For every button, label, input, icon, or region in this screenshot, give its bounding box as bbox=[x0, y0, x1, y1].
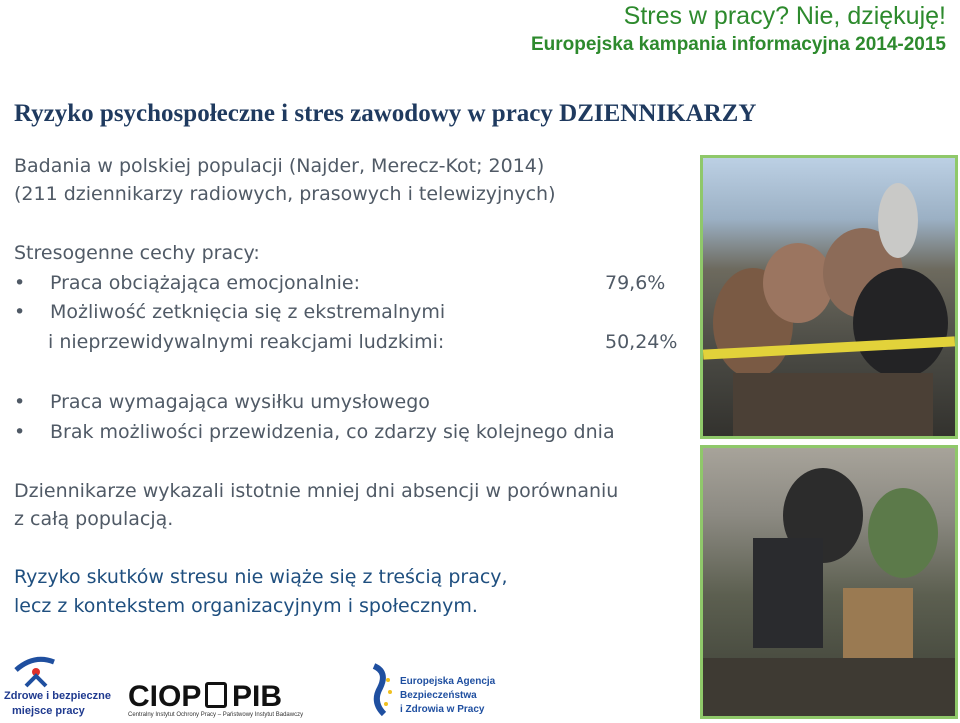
stressor-label: Praca obciążająca emocjonalnie: bbox=[50, 272, 360, 294]
stressor-label: Brak możliwości przewidzenia, co zdarzy się kolejnego dnia bbox=[50, 421, 615, 443]
page-title: Ryzyko psychospołeczne i stres zawodowy w pracy DZIENNIKARZY bbox=[14, 100, 757, 127]
logo-pib: PIB bbox=[232, 680, 283, 713]
stressor-item bbox=[50, 391, 430, 413]
healthy-workplace-logo-icon bbox=[12, 648, 56, 688]
logo-ciop: CIOP bbox=[128, 680, 202, 713]
stressor-value: 50,24% bbox=[605, 331, 678, 353]
absence-line: Dziennikarze wykazali istotnie mniej dni absencji w porównaniu bbox=[14, 480, 619, 502]
study-source: Badania w polskiej populacji (Najder, Merecz-Kot; 2014) bbox=[14, 155, 545, 177]
stressor-item bbox=[50, 421, 615, 443]
study-sample: (211 dziennikarzy radiowych, prasowych i telewizyjnych) bbox=[14, 183, 556, 205]
logo-healthy-workplace-line2: miejsce pracy bbox=[12, 705, 85, 717]
conclusion-line: lecz z kontekstem organizacyjnym i społecznym. bbox=[14, 595, 478, 617]
logo-ciop-subtitle: Centralny Instytut Ochrony Pracy – Państwowy Instytut Badawczy bbox=[128, 712, 304, 718]
campaign-subtitle: Europejska kampania informacyjna 2014-2015 bbox=[530, 34, 946, 55]
conclusion-line: Ryzyko skutków stresu nie wiąże się z treścią pracy, bbox=[14, 566, 508, 588]
stressor-value: 79,6% bbox=[605, 272, 666, 294]
stressors-heading: Stresogenne cechy pracy: bbox=[14, 242, 260, 264]
journalists-photo bbox=[700, 155, 958, 439]
tv-crew-photo bbox=[700, 445, 958, 719]
stressor-label-cont: i nieprzewidywalnymi reakcjami ludzkimi: bbox=[48, 331, 445, 353]
stressor-item bbox=[50, 272, 360, 294]
stressor-label: Praca wymagająca wysiłku umysłowego bbox=[50, 391, 430, 413]
stressor-label: Możliwość zetknięcia się z ekstremalnymi bbox=[50, 301, 446, 323]
absence-line: z całą populacją. bbox=[14, 508, 174, 530]
logo-eu-osha-line1: Europejska Agencja bbox=[400, 676, 496, 687]
campaign-title: Stres w pracy? Nie, dziękuję! bbox=[623, 2, 946, 30]
eu-osha-logo-icon bbox=[366, 662, 396, 718]
logo-eu-osha-line2: Bezpieczeństwa bbox=[400, 690, 477, 701]
logo-healthy-workplace-line1: Zdrowe i bezpieczne bbox=[4, 690, 111, 702]
ciop-pib-emblem-icon bbox=[205, 682, 227, 708]
logo-eu-osha-line3: i Zdrowia w Pracy bbox=[400, 704, 485, 715]
stressor-item bbox=[50, 301, 445, 323]
